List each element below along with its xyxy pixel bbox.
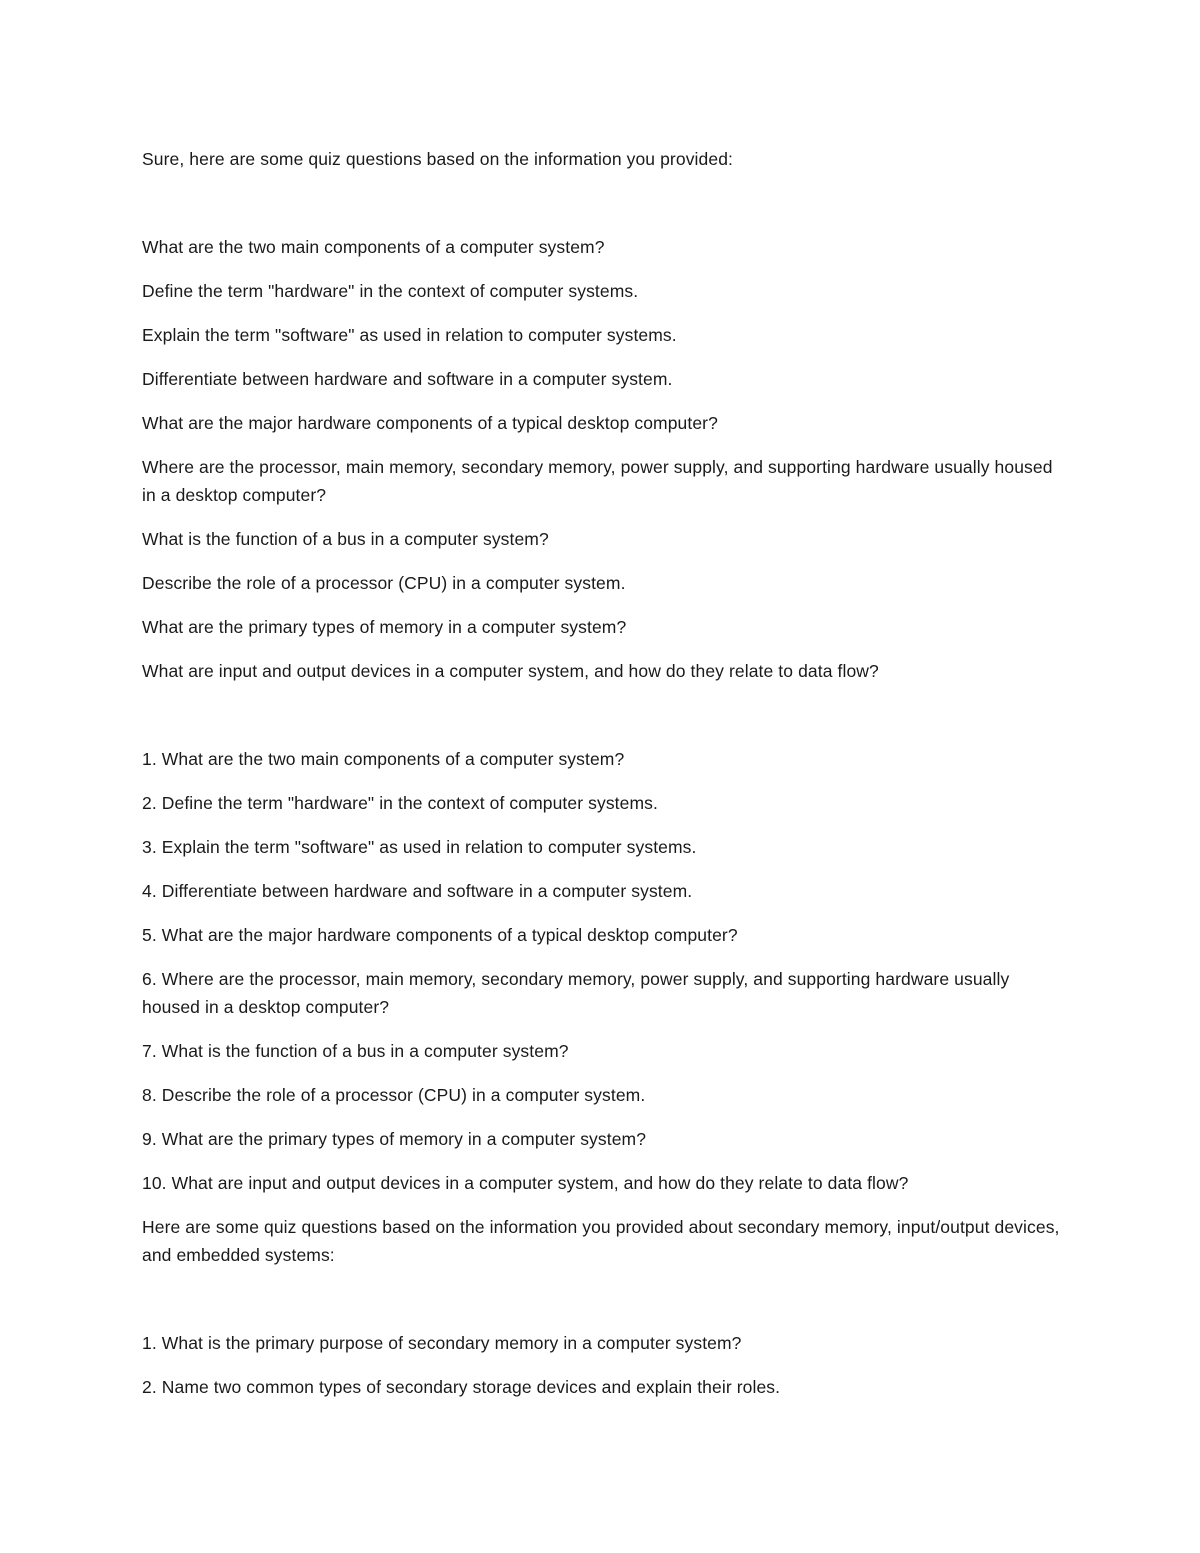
list-item: 2. Define the term "hardware" in the context of computer systems. — [142, 793, 658, 813]
list-item: 8. Describe the role of a processor (CPU) in a computer system. — [142, 1085, 646, 1105]
intro-text: Sure, here are some quiz questions based on the information you provided: — [142, 149, 733, 169]
list-item: 7. What is the function of a bus in a computer system? — [142, 1041, 569, 1061]
second-intro-text: Here are some quiz questions based on the information you provided about secondary memory, input/output devices, and embedded systems: — [142, 1217, 1060, 1265]
list-item: 10. What are input and output devices in a computer system, and how do they relate to data flow? — [142, 1173, 909, 1193]
list-item: 5. What are the major hardware components of a typical desktop computer? — [142, 925, 738, 945]
list-item: Describe the role of a processor (CPU) in a computer system. — [142, 573, 626, 593]
secondary-question-list — [142, 1329, 1062, 1401]
list-item: 6. Where are the processor, main memory, secondary memory, power supply, and supporting hardware usually housed in a desktop computer? — [142, 969, 1010, 1017]
list-item: Where are the processor, main memory, secondary memory, power supply, and supporting hardware usually housed in a desktop computer? — [142, 457, 1053, 505]
list-item: Differentiate between hardware and software in a computer system. — [142, 369, 673, 389]
numbered-question-list — [142, 745, 1062, 1197]
list-item: 4. Differentiate between hardware and software in a computer system. — [142, 881, 693, 901]
list-item: 2. Name two common types of secondary storage devices and explain their roles. — [142, 1377, 781, 1397]
spacer — [142, 701, 1062, 745]
list-item: What are the two main components of a computer system? — [142, 237, 605, 257]
plain-question-list — [142, 233, 1062, 685]
list-item: 3. Explain the term "software" as used in relation to computer systems. — [142, 837, 697, 857]
list-item: What are the major hardware components of a typical desktop computer? — [142, 413, 718, 433]
spacer — [142, 1285, 1062, 1329]
list-item: Explain the term "software" as used in relation to computer systems. — [142, 325, 677, 345]
list-item: 1. What are the two main components of a computer system? — [142, 749, 625, 769]
list-item: What are the primary types of memory in a computer system? — [142, 617, 627, 637]
list-item: What are input and output devices in a computer system, and how do they relate to data flow? — [142, 661, 879, 681]
list-item: What is the function of a bus in a computer system? — [142, 529, 549, 549]
list-item: 9. What are the primary types of memory in a computer system? — [142, 1129, 647, 1149]
list-item: 1. What is the primary purpose of secondary memory in a computer system? — [142, 1333, 742, 1353]
list-item: Define the term "hardware" in the context of computer systems. — [142, 281, 639, 301]
document-page — [142, 145, 1062, 1417]
spacer — [142, 189, 1062, 233]
